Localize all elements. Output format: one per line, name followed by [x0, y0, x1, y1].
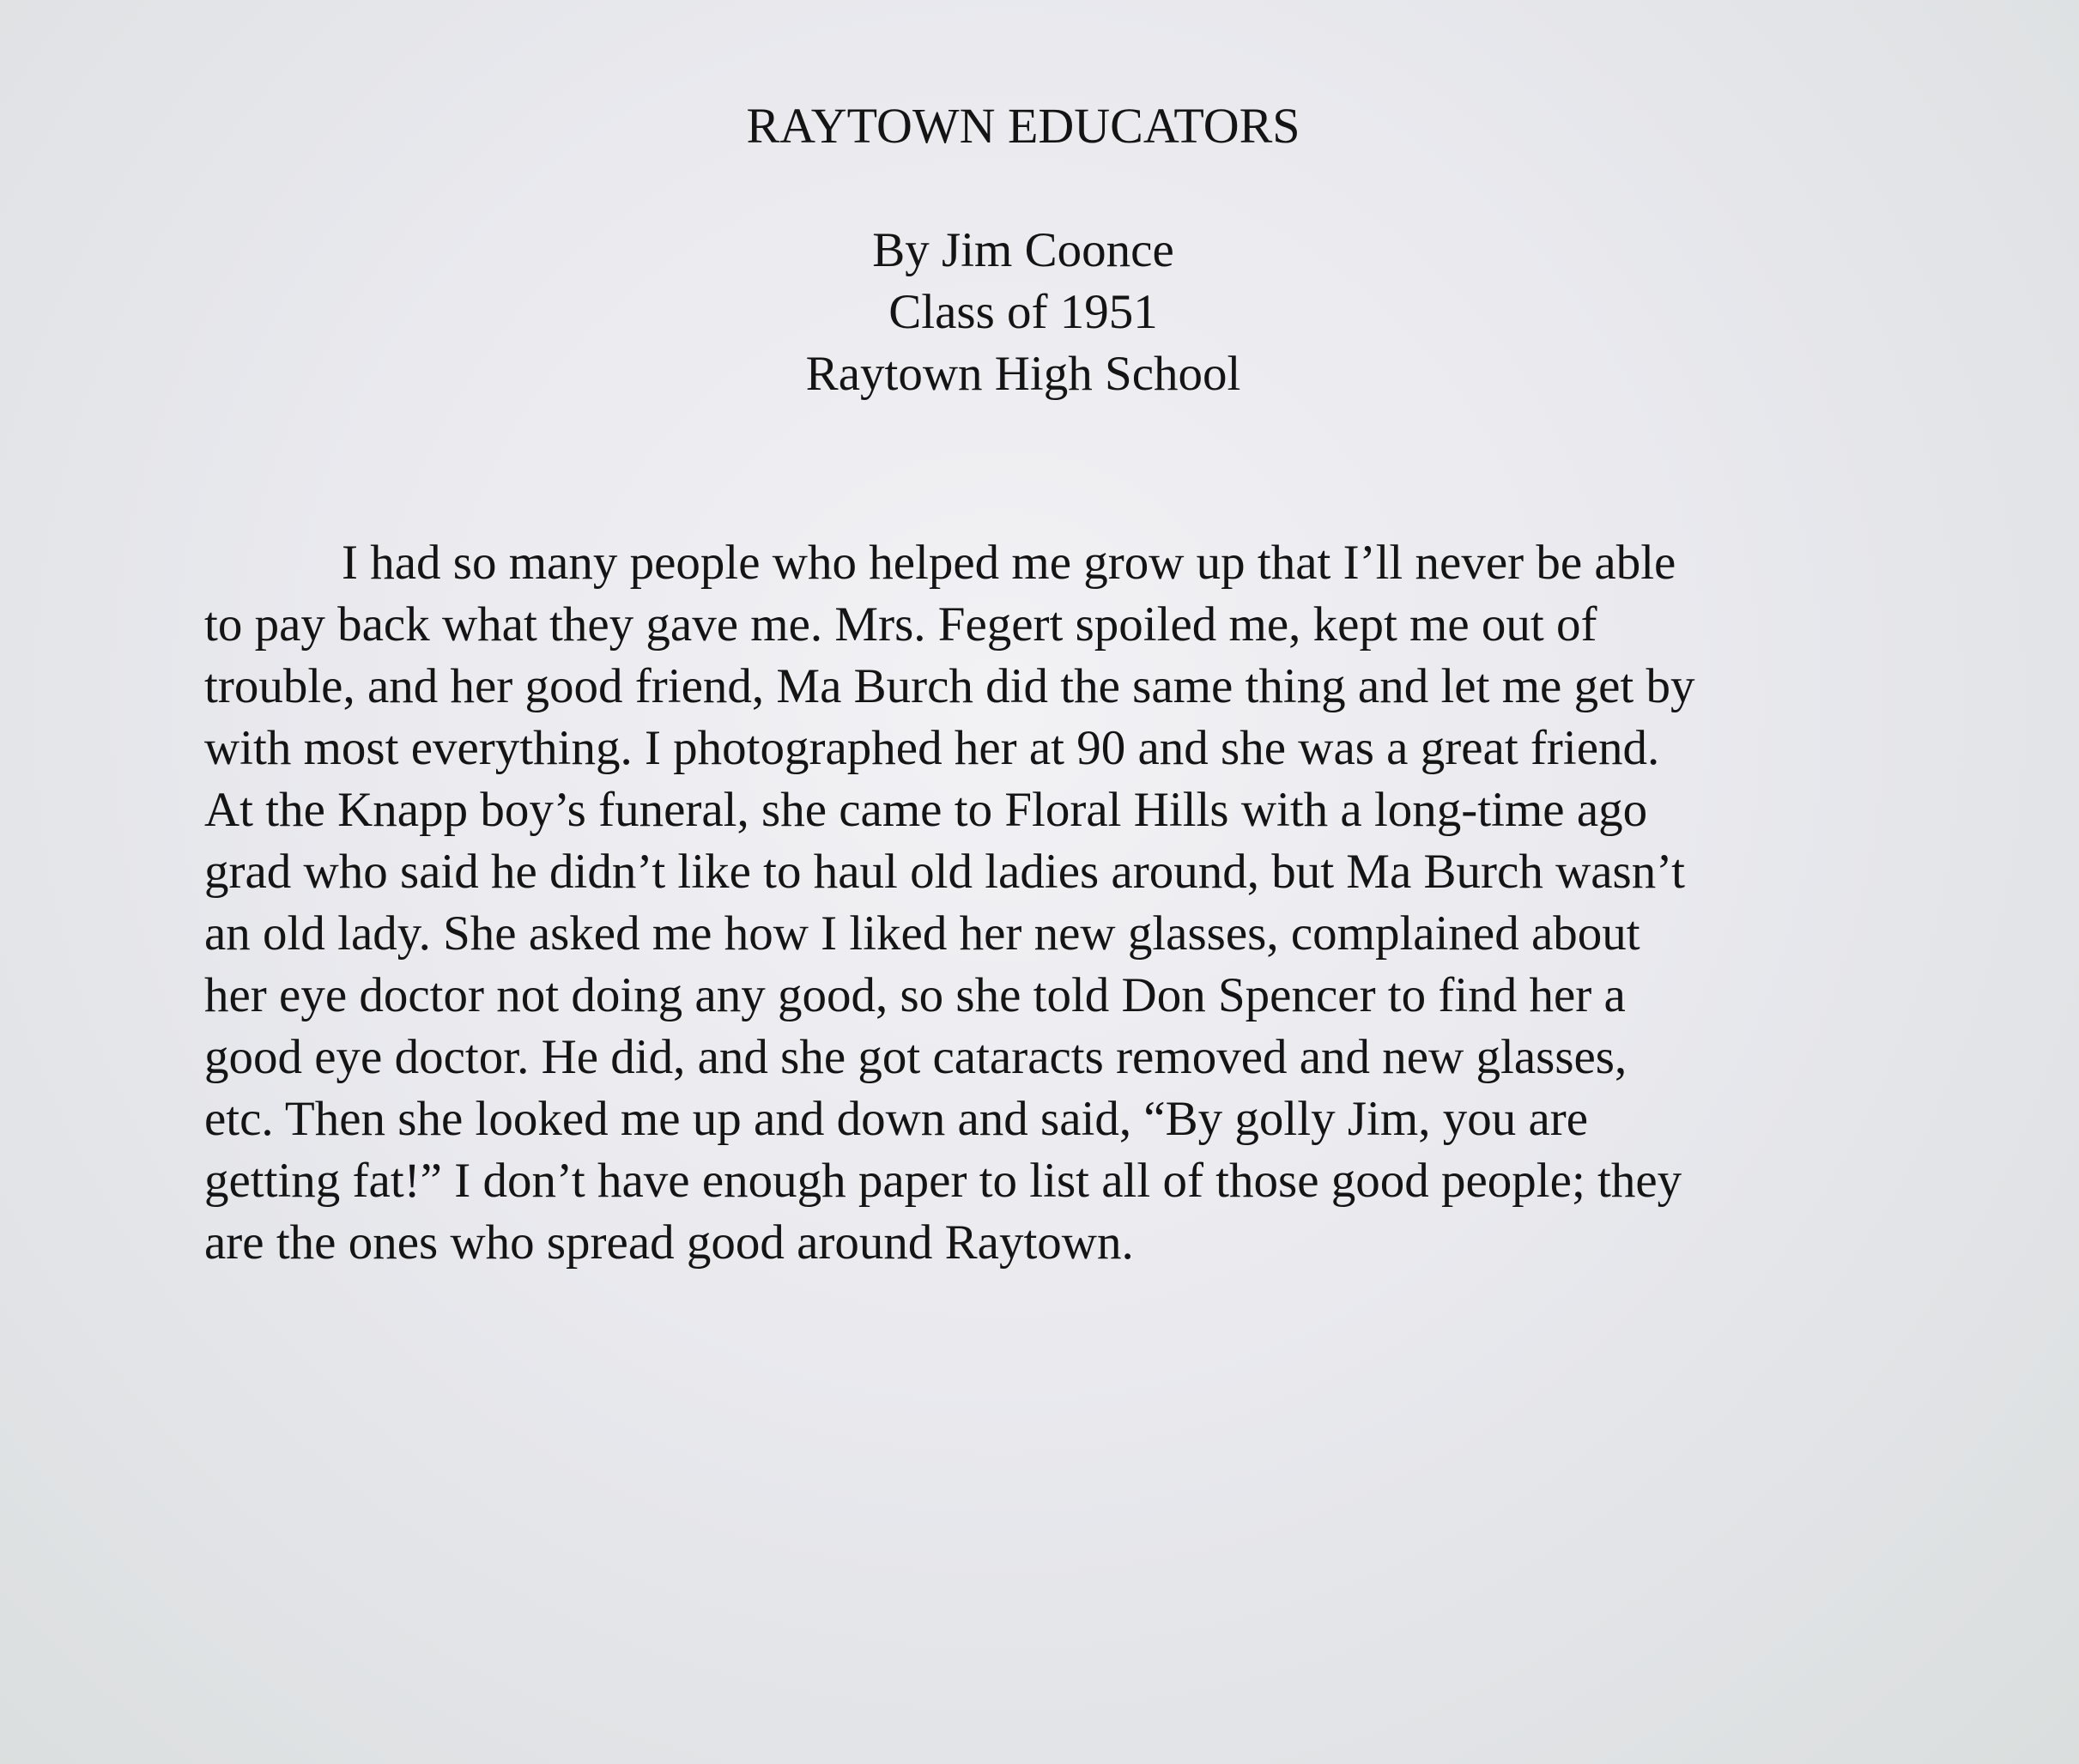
author-line: By Jim Coonce [872, 223, 1174, 277]
paragraph-line: trouble, and her good friend, Ma Burch did the same thing and let me get by [204, 659, 1695, 713]
document-title: RAYTOWN EDUCATORS [746, 98, 1300, 154]
paragraph-line: with most everything. I photographed her at 90 and she was a great friend. [204, 721, 1660, 775]
body-paragraph [204, 532, 1852, 1274]
paragraph-line: an old lady. She asked me how I liked her new glasses, complained about [204, 906, 1640, 961]
paragraph-line: At the Knapp boy’s funeral, she came to Floral Hills with a long-time ago [204, 783, 1648, 837]
class-line: Class of 1951 [888, 285, 1158, 339]
paragraph-line: to pay back what they gave me. Mrs. Fegert spoiled me, kept me out of [204, 597, 1597, 652]
paragraph-line: getting fat!” I don’t have enough paper to list all of those good people; they [204, 1154, 1682, 1208]
paragraph-line: good eye doctor. He did, and she got cataracts removed and new glasses, [204, 1030, 1627, 1084]
school-line: Raytown High School [805, 347, 1241, 401]
paragraph-line: etc. Then she looked me up and down and said, “By golly Jim, you are [204, 1092, 1589, 1146]
paragraph-line: grad who said he didn’t like to haul old ladies around, but Ma Burch wasn’t [204, 845, 1686, 899]
paragraph-line: are the ones who spread good around Raytown. [204, 1215, 1134, 1270]
paragraph-line: her eye doctor not doing any good, so she told Don Spencer to find her a [204, 968, 1626, 1022]
paragraph-line: I had so many people who helped me grow up that I’ll never be able [342, 536, 1676, 590]
byline-block [0, 220, 2046, 405]
